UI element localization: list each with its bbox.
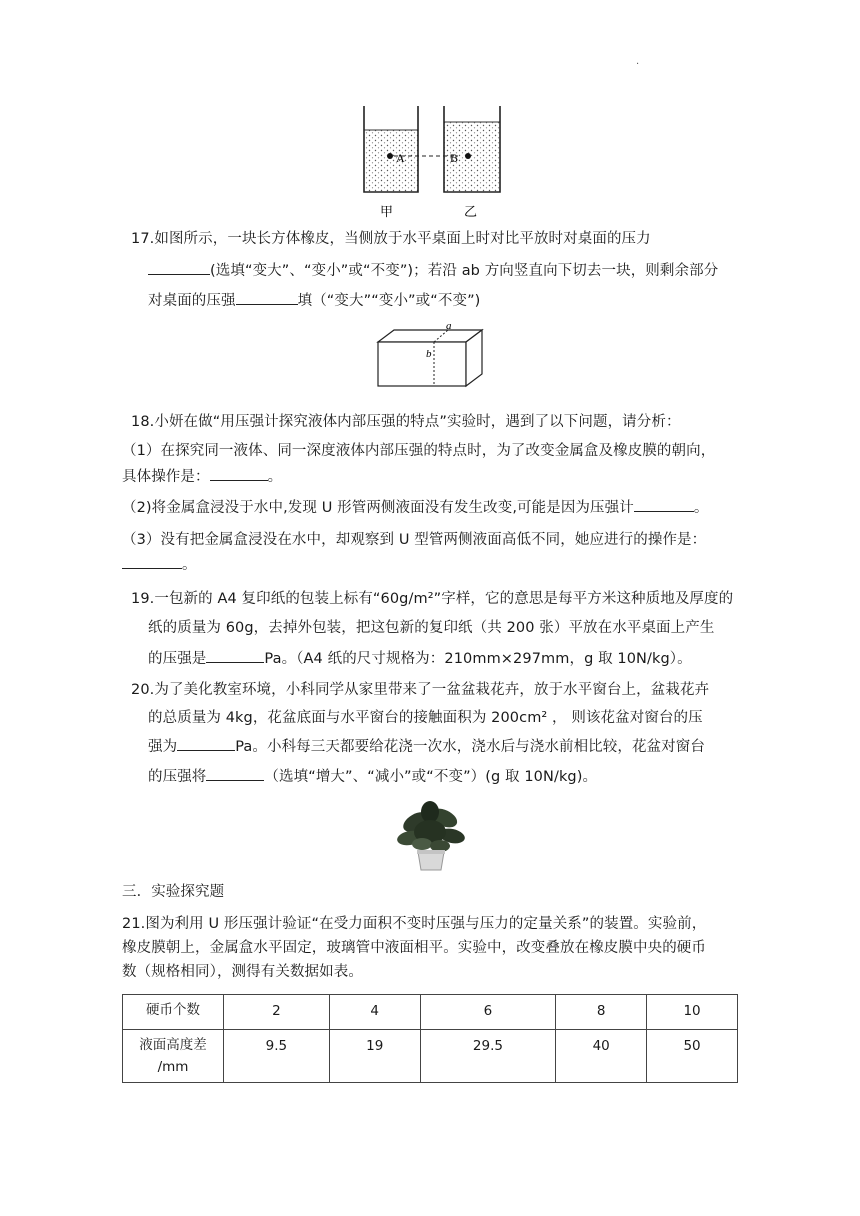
q17-blank-2[interactable]	[236, 290, 298, 305]
q17-line3-text-a: 对桌面的压强	[148, 293, 236, 309]
q21-line1: 21.图为利用 U 形压强计验证“在受力面积不变时压强与压力的定量关系”的装置。实验前，	[122, 916, 707, 932]
table-cell: 9.5	[224, 1030, 330, 1083]
table-cell: 19	[329, 1030, 420, 1083]
q18-p1-text-b: 。	[267, 469, 283, 485]
point-a-label: A	[396, 151, 405, 165]
q21-line3: 数（规格相同），测得有关数据如表。	[122, 964, 363, 980]
point-a-dot	[387, 153, 393, 159]
table-cell: 4	[329, 995, 420, 1030]
q20-line2: 的总质量为 4kg，花盆底面与水平窗台的接触面积为 200cm² ， 则该花盆对窗台的压	[148, 710, 703, 726]
table-row	[123, 1030, 738, 1083]
q19-blank-1[interactable]	[206, 648, 264, 663]
eraser-front-face	[378, 342, 466, 386]
q18-p1-line2	[122, 466, 282, 487]
table-cell: 8	[556, 995, 647, 1030]
q19-line3-text-a: 的压强是	[148, 651, 207, 667]
q17-blank-1[interactable]	[148, 260, 210, 275]
q18-p3-line1: （3）没有把金属盒浸没在水中，却观察到 U 型管两侧液面高低不同，她应进行的操作是：	[122, 532, 707, 548]
q18-p2-text-b: 。	[693, 500, 709, 516]
q19-line3	[148, 648, 692, 669]
right-caption: 乙	[464, 205, 478, 220]
table-header-coins: 硬币个数	[123, 995, 224, 1030]
q17-line2-text: (选填“变大”、“变小”或“不变”)；若沿 ab 方向竖直向下切去一块，则剩余部分	[210, 263, 719, 279]
q19-line3-text-b: Pa。（A4 纸的尺寸规格为：210mm×297mm，g 取 10N/kg）。	[264, 651, 692, 667]
header-line-2: /mm	[157, 1059, 189, 1075]
q20-line3-text-a: 强为	[148, 739, 178, 755]
potted-plant-icon	[396, 800, 466, 872]
q17-line3	[148, 290, 480, 311]
point-b-label: B	[450, 151, 459, 165]
q20-line3	[148, 736, 705, 757]
eraser-label-b: b	[426, 348, 432, 360]
q20-blank-2[interactable]	[206, 766, 264, 781]
left-liquid	[364, 130, 418, 192]
q18-p1-text-a: 具体操作是：	[122, 469, 210, 485]
q18-p3-text-b: 。	[182, 557, 197, 573]
q18-intro: 18.小妍在做“用压强计探究液体内部压强的特点”实验时，遇到了以下问题，请分析：	[131, 414, 681, 430]
q19-line1: 19.一包新的 A4 复印纸的包装上标有“60g/m²”字样，它的意思是每平方米这种质地及厚度的	[131, 591, 734, 607]
q20-line1: 20.为了美化教室环境，小科同学从家里带来了一盆盆栽花卉，放于水平窗台上，盆栽花卉	[131, 682, 710, 698]
q20-line3-text-b: Pa。小科每三天都要给花浇一次水，浇水后与浇水前相比较，花盆对窗台	[235, 739, 705, 755]
eraser-figure	[372, 322, 490, 388]
table-header-height-diff	[123, 1030, 224, 1083]
left-caption: 甲	[380, 205, 394, 220]
q20-line4	[148, 766, 597, 787]
q20-line4-text-b: （选填“增大”、“减小”或“不变”）(g 取 10N/kg)。	[264, 769, 598, 785]
q21-line2: 橡皮膜朝上，金属盒水平固定，玻璃管中液面相平。实验中，改变叠放在橡皮膜中央的硬币	[122, 940, 706, 956]
q18-p2	[122, 497, 708, 518]
q17-line3-text-b: 填（“变大”“变小”或“不变”)	[297, 293, 481, 309]
table-cell: 40	[556, 1030, 647, 1083]
table-row	[123, 995, 738, 1030]
table-cell: 2	[224, 995, 330, 1030]
q20-blank-1[interactable]	[177, 736, 235, 751]
q18-blank-1[interactable]	[210, 466, 268, 481]
q17-line2	[148, 260, 718, 281]
eraser-label-a: a	[446, 322, 452, 332]
corner-dot: .	[636, 56, 640, 67]
q17-line1: 17.如图所示，一块长方体橡皮，当侧放于水平桌面上时对比平放时对桌面的压力	[131, 231, 651, 247]
coin-data-table	[122, 994, 738, 1083]
table-cell: 10	[647, 995, 738, 1030]
header-line-1: 液面高度差	[139, 1037, 207, 1053]
q18-p3-line2	[122, 554, 197, 575]
table-cell: 29.5	[420, 1030, 556, 1083]
q18-blank-2[interactable]	[634, 497, 694, 512]
q20-line4-text-a: 的压强将	[148, 769, 207, 785]
q18-p2-text-a: （2)将金属盒浸没于水中,发现 U 形管两侧液面没有发生改变,可能是因为压强计	[122, 500, 634, 516]
table-cell: 6	[420, 995, 556, 1030]
q19-line2: 纸的质量为 60g，去掉外包装，把这包新的复印纸（共 200 张）平放在水平桌面上产生	[148, 620, 715, 636]
containers-figure	[350, 104, 510, 222]
table-cell: 50	[647, 1030, 738, 1083]
point-b-dot	[465, 153, 471, 159]
q18-p1-line1: （1）在探究同一液体、同一深度液体内部压强的特点时，为了改变金属盒及橡皮膜的朝向，	[122, 443, 716, 459]
eraser-top-face	[378, 330, 482, 342]
section-3-title: 三．实验探究题	[122, 884, 225, 900]
q18-blank-3[interactable]	[122, 554, 182, 569]
